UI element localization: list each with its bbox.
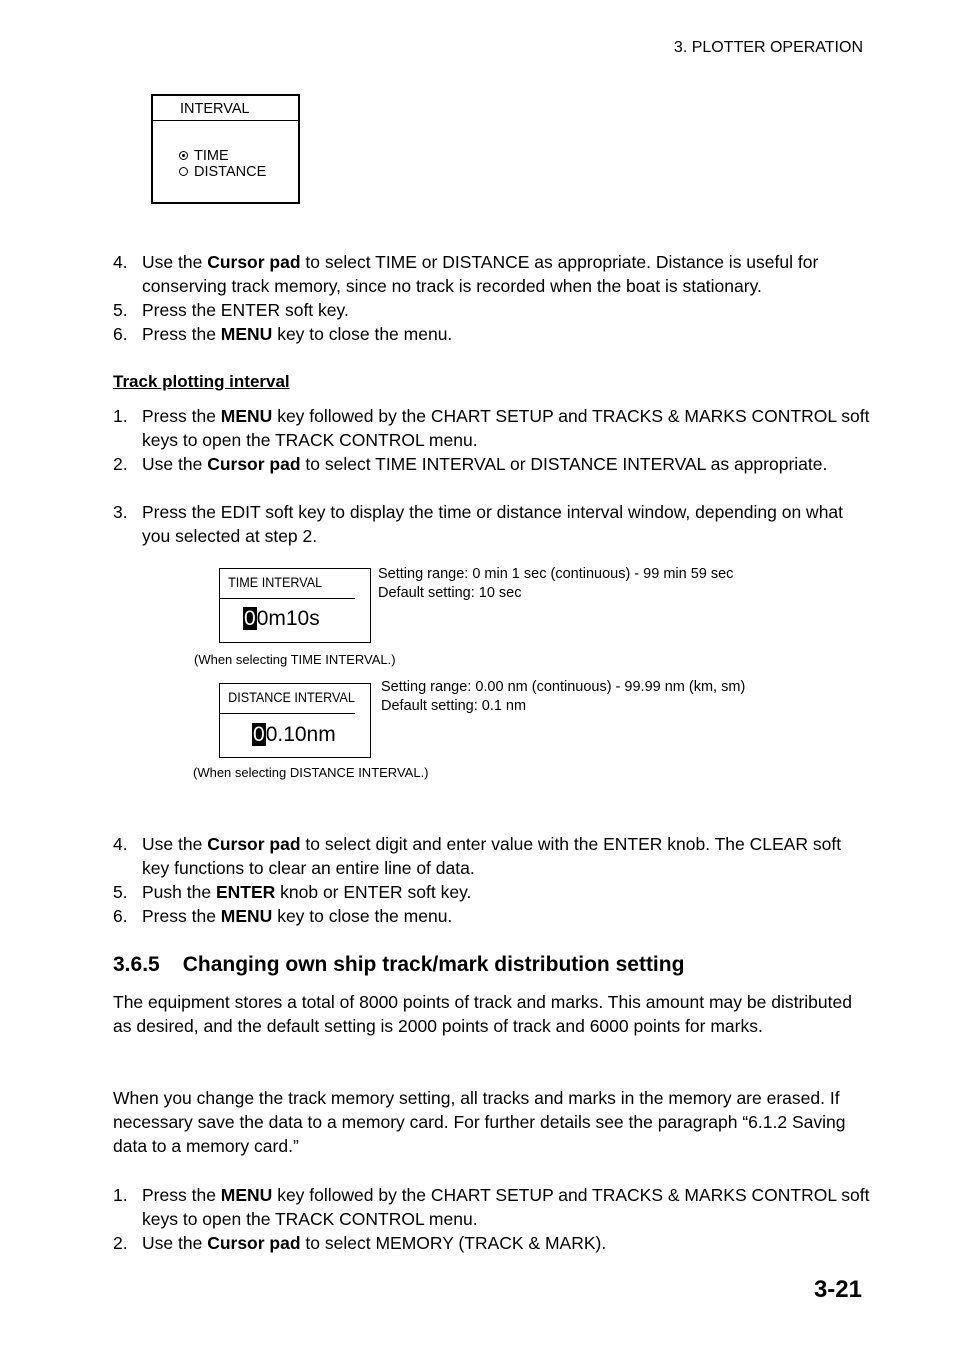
distance-interval-value[interactable] xyxy=(220,714,370,747)
step-text: key to close the menu. xyxy=(272,324,453,344)
section-number: 3.6.5 xyxy=(113,953,160,976)
option-distance[interactable] xyxy=(179,164,298,180)
radio-selected-icon xyxy=(179,151,188,160)
step-number: 5. xyxy=(113,300,128,320)
time-interval-value[interactable] xyxy=(220,599,370,631)
step-text: Press the ENTER soft key. xyxy=(142,300,349,320)
distance-interval-box xyxy=(219,683,371,758)
step-bold: ENTER xyxy=(215,882,276,902)
distance-interval-value-rest: 0.10nm xyxy=(265,723,336,746)
time-interval-title: TIME INTERVAL xyxy=(228,574,323,590)
step-number: 4. xyxy=(113,252,128,272)
step-text: knob or ENTER soft key. xyxy=(275,882,472,902)
step-text: to select MEMORY (TRACK & MARK). xyxy=(300,1233,607,1253)
step-number: 4. xyxy=(113,834,128,854)
subsection-heading: Track plotting interval xyxy=(113,372,290,391)
step-text: Use the xyxy=(142,1233,208,1253)
step-bold: Cursor pad xyxy=(207,454,301,474)
step-text: Press the xyxy=(142,406,221,426)
time-interval-caption: (When selecting TIME INTERVAL.) xyxy=(194,652,396,667)
step-text: to select digit and enter value with the ENTER knob. The CLEAR soft key functions to clear an entire line of data. xyxy=(142,834,842,878)
section-heading xyxy=(113,953,684,977)
step-bold: Cursor pad xyxy=(207,252,301,272)
step-a-4 xyxy=(113,250,873,298)
step-b-3 xyxy=(113,500,873,548)
step-number: 3. xyxy=(113,502,128,522)
step-d-2 xyxy=(113,1231,873,1255)
step-text: Use the xyxy=(142,834,208,854)
distance-interval-title-row xyxy=(220,684,355,714)
running-head: 3. PLOTTER OPERATION xyxy=(673,39,863,56)
interval-menu-box xyxy=(151,94,300,204)
step-text: Use the xyxy=(142,252,208,272)
step-text: Press the xyxy=(142,906,221,926)
step-d-1 xyxy=(113,1183,873,1231)
step-bold: MENU xyxy=(220,324,273,344)
step-c-5 xyxy=(113,880,873,904)
page-number: 3-21 xyxy=(813,1276,862,1303)
step-number: 5. xyxy=(113,882,128,902)
distance-interval-caption: (When selecting DISTANCE INTERVAL.) xyxy=(193,765,429,780)
step-text: Press the xyxy=(142,324,221,344)
step-text: key to close the menu. xyxy=(272,906,453,926)
digit-cursor: 0 xyxy=(244,607,256,630)
step-text: to select TIME INTERVAL or DISTANCE INTERVAL as appropriate. xyxy=(300,454,828,474)
step-text: Push the xyxy=(142,882,216,902)
time-interval-box xyxy=(219,568,371,643)
interval-menu-title: INTERVAL xyxy=(180,101,250,117)
time-default-setting: Default setting: 10 sec xyxy=(378,585,522,601)
step-b-1 xyxy=(113,404,873,452)
step-text: key followed by the CHART SETUP and TRACKS & MARKS CONTROL soft keys to open the TRACK CONTROL menu. xyxy=(142,1185,870,1229)
distance-setting-range: Setting range: 0.00 nm (continuous) - 99.99 nm (km, sm) xyxy=(381,679,746,695)
section-paragraph-2: When you change the track memory setting, all tracks and marks in the memory are erased. If necessary save the data to a memory card. For further details see the paragraph “6.1.2 Saving data to a memory card.” xyxy=(113,1088,846,1156)
option-time[interactable] xyxy=(179,148,298,164)
step-text: Use the xyxy=(142,454,208,474)
interval-menu-title-row xyxy=(153,96,298,121)
distance-default-setting: Default setting: 0.1 nm xyxy=(381,698,527,714)
step-b-2 xyxy=(113,452,873,476)
step-bold: Cursor pad xyxy=(207,1233,301,1253)
step-bold: MENU xyxy=(220,906,273,926)
step-number: 6. xyxy=(113,906,128,926)
step-c-6 xyxy=(113,904,873,928)
time-interval-title-row xyxy=(220,569,355,599)
distance-interval-title: DISTANCE INTERVAL xyxy=(228,689,355,705)
step-number: 2. xyxy=(113,454,128,474)
section-paragraph-1: The equipment stores a total of 8000 points of track and marks. This amount may be distributed as desired, and the default setting is 2000 points of track and 6000 points for marks. xyxy=(113,992,852,1036)
time-interval-value-rest: 0m10s xyxy=(256,607,320,630)
step-a-6 xyxy=(113,322,873,346)
step-number: 1. xyxy=(113,1185,128,1205)
time-interval-notes xyxy=(378,565,733,603)
step-bold: Cursor pad xyxy=(207,834,301,854)
step-text: key followed by the CHART SETUP and TRACKS & MARKS CONTROL soft keys to open the TRACK CONTROL menu. xyxy=(142,406,870,450)
step-text: Press the EDIT soft key to display the time or distance interval window, depending on what you selected at step 2. xyxy=(142,502,844,546)
radio-empty-icon xyxy=(179,167,188,176)
step-text: to select TIME or DISTANCE as appropriate. Distance is useful for conserving track memory, since no track is recorded when the boat is stationary. xyxy=(142,252,819,296)
step-c-4 xyxy=(113,832,873,880)
step-number: 1. xyxy=(113,406,128,426)
digit-cursor: 0 xyxy=(253,723,265,746)
step-number: 6. xyxy=(113,324,128,344)
time-setting-range: Setting range: 0 min 1 sec (continuous) - 99 min 59 sec xyxy=(378,566,734,582)
step-text: Press the xyxy=(142,1185,221,1205)
step-bold: MENU xyxy=(220,1185,273,1205)
distance-interval-notes xyxy=(381,678,745,716)
step-bold: MENU xyxy=(220,406,273,426)
step-a-5 xyxy=(113,298,873,322)
interval-options xyxy=(153,121,298,180)
step-number: 2. xyxy=(113,1233,128,1253)
option-distance-label: DISTANCE xyxy=(194,164,267,180)
option-time-label: TIME xyxy=(194,148,229,164)
section-title: Changing own ship track/mark distribution setting xyxy=(182,953,685,976)
